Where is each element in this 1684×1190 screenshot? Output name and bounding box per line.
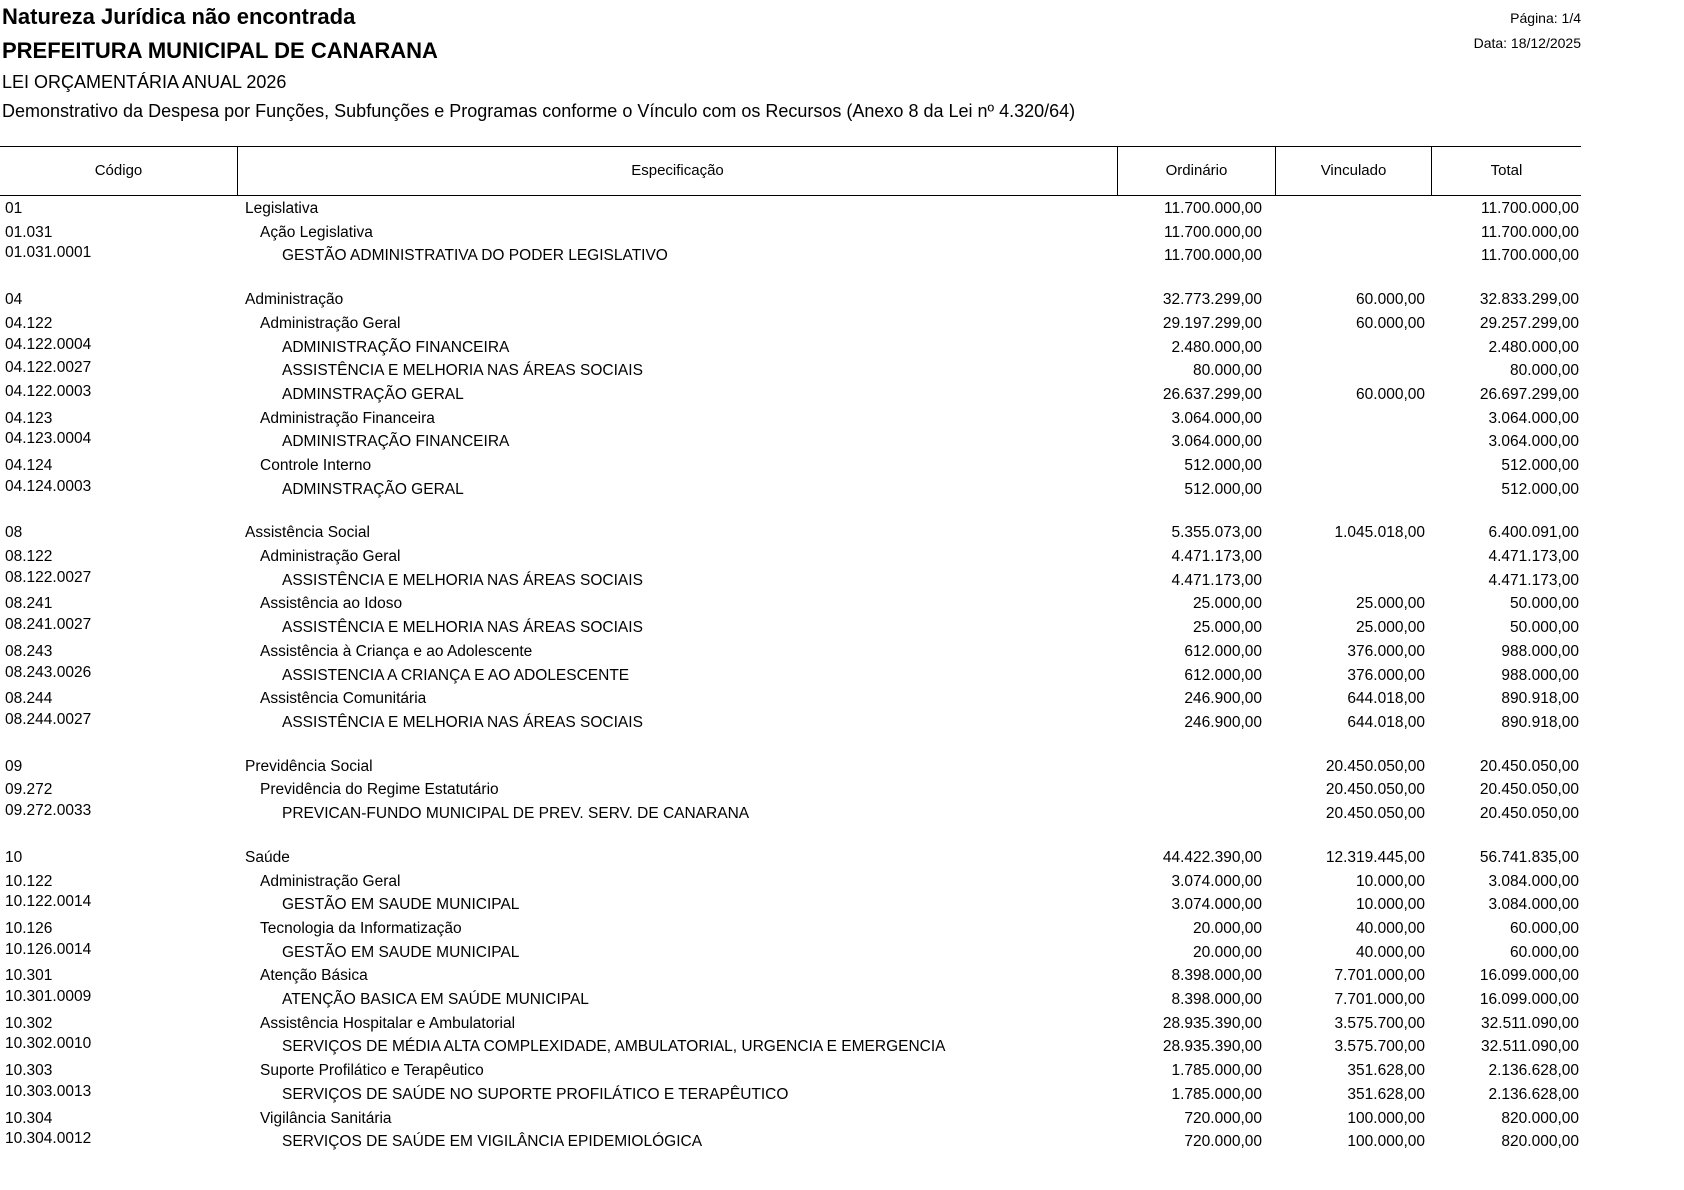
row-specification: Tecnologia da Informatização xyxy=(260,920,462,937)
row-specification: Administração Geral xyxy=(260,873,401,890)
row-specification: ADMINSTRAÇÃO GERAL xyxy=(282,481,464,498)
row-code: 04.123.0004 xyxy=(5,430,92,447)
row-total-amount: 60.000,00 xyxy=(1510,944,1579,961)
table-row xyxy=(0,964,1581,988)
row-specification: Suporte Profilático e Terapêutico xyxy=(260,1062,484,1079)
table-row xyxy=(0,288,1581,312)
row-total-amount: 60.000,00 xyxy=(1510,920,1579,937)
row-linked-amount: 1.045.018,00 xyxy=(1334,524,1425,541)
row-ordinary-amount: 1.785.000,00 xyxy=(1171,1062,1262,1079)
row-code: 10.304.0012 xyxy=(5,1130,92,1147)
row-ordinary-amount: 720.000,00 xyxy=(1184,1110,1262,1127)
row-linked-amount: 10.000,00 xyxy=(1356,896,1425,913)
row-specification: ASSISTÊNCIA E MELHORIA NAS ÁREAS SOCIAIS xyxy=(282,619,643,636)
row-code: 09.272 xyxy=(5,781,53,798)
row-ordinary-amount: 2.480.000,00 xyxy=(1171,339,1262,356)
row-code: 10.301 xyxy=(5,967,53,984)
row-linked-amount: 40.000,00 xyxy=(1356,944,1425,961)
row-total-amount: 3.064.000,00 xyxy=(1488,410,1579,427)
row-linked-amount: 12.319.445,00 xyxy=(1325,849,1425,866)
table-row xyxy=(0,1130,1581,1154)
row-total-amount: 50.000,00 xyxy=(1510,619,1579,636)
row-specification: Legislativa xyxy=(245,200,319,217)
page-info xyxy=(1474,6,1581,56)
row-total-amount: 80.000,00 xyxy=(1510,362,1579,379)
row-ordinary-amount: 512.000,00 xyxy=(1184,481,1262,498)
table-row xyxy=(0,778,1581,802)
table-row xyxy=(0,312,1581,336)
row-specification: Assistência Hospitalar e Ambulatorial xyxy=(260,1015,516,1032)
row-ordinary-amount: 4.471.173,00 xyxy=(1171,548,1262,565)
row-code: 10 xyxy=(5,849,23,866)
table-row xyxy=(0,640,1581,664)
row-total-amount: 26.697.299,00 xyxy=(1479,386,1579,403)
table-row xyxy=(0,454,1581,478)
row-ordinary-amount: 3.074.000,00 xyxy=(1171,873,1262,890)
row-linked-amount: 20.450.050,00 xyxy=(1325,781,1425,798)
table-row xyxy=(0,359,1581,383)
entity-nature-heading: Natureza Jurídica não encontrada xyxy=(2,4,356,29)
row-total-amount: 11.700.000,00 xyxy=(1481,247,1579,264)
row-specification: ASSISTÊNCIA E MELHORIA NAS ÁREAS SOCIAIS xyxy=(282,362,643,379)
table-row xyxy=(0,1083,1581,1107)
table-row xyxy=(0,846,1581,870)
table-row xyxy=(0,1107,1581,1131)
row-total-amount: 988.000,00 xyxy=(1501,667,1579,684)
row-ordinary-amount: 3.064.000,00 xyxy=(1171,433,1262,450)
row-specification: ADMINISTRAÇÃO FINANCEIRA xyxy=(282,339,510,356)
row-code: 10.303.0013 xyxy=(5,1083,92,1100)
row-ordinary-amount: 44.422.390,00 xyxy=(1162,849,1262,866)
row-ordinary-amount: 29.197.299,00 xyxy=(1162,315,1262,332)
row-code: 10.302 xyxy=(5,1015,53,1032)
table-row xyxy=(0,383,1581,407)
row-ordinary-amount: 8.398.000,00 xyxy=(1171,991,1262,1008)
row-ordinary-amount: 612.000,00 xyxy=(1184,643,1262,660)
table-row xyxy=(0,244,1581,268)
row-ordinary-amount: 720.000,00 xyxy=(1184,1133,1262,1150)
row-code: 08.243 xyxy=(5,643,53,660)
row-linked-amount: 644.018,00 xyxy=(1347,690,1425,707)
row-ordinary-amount: 25.000,00 xyxy=(1193,619,1262,636)
row-total-amount: 56.741.835,00 xyxy=(1479,849,1579,866)
table-row xyxy=(0,664,1581,688)
row-specification: SERVIÇOS DE SAÚDE NO SUPORTE PROFILÁTICO E TERAPÊUTICO xyxy=(282,1086,789,1103)
table-row xyxy=(0,917,1581,941)
row-total-amount: 11.700.000,00 xyxy=(1481,224,1579,241)
row-code: 10.301.0009 xyxy=(5,988,92,1005)
table-row xyxy=(0,1035,1581,1059)
table-row xyxy=(0,870,1581,894)
table-row xyxy=(0,197,1581,221)
row-total-amount: 890.918,00 xyxy=(1501,690,1579,707)
row-specification: ATENÇÃO BASICA EM SAÚDE MUNICIPAL xyxy=(282,991,589,1008)
row-ordinary-amount: 5.355.073,00 xyxy=(1171,524,1262,541)
row-code: 10.304 xyxy=(5,1110,53,1127)
row-code: 09 xyxy=(5,758,23,775)
row-linked-amount: 25.000,00 xyxy=(1356,619,1425,636)
row-total-amount: 4.471.173,00 xyxy=(1488,548,1579,565)
row-total-amount: 2.136.628,00 xyxy=(1488,1086,1579,1103)
row-total-amount: 29.257.299,00 xyxy=(1479,315,1579,332)
table-header xyxy=(0,146,1581,196)
row-total-amount: 3.084.000,00 xyxy=(1488,873,1579,890)
row-specification: ASSISTENCIA A CRIANÇA E AO ADOLESCENTE xyxy=(282,667,630,684)
row-total-amount: 32.833.299,00 xyxy=(1479,291,1579,308)
row-code: 10.303 xyxy=(5,1062,53,1079)
row-ordinary-amount: 80.000,00 xyxy=(1193,362,1262,379)
row-code: 10.126 xyxy=(5,920,53,937)
row-ordinary-amount: 28.935.390,00 xyxy=(1162,1038,1262,1055)
row-linked-amount: 25.000,00 xyxy=(1356,595,1425,612)
row-linked-amount: 7.701.000,00 xyxy=(1334,967,1425,984)
row-code: 10.122 xyxy=(5,873,53,890)
row-specification: Saúde xyxy=(245,849,290,866)
row-code: 08.243.0026 xyxy=(5,664,92,681)
row-specification: SERVIÇOS DE SAÚDE EM VIGILÂNCIA EPIDEMIOLÓGICA xyxy=(282,1133,703,1150)
column-header-linked: Vinculado xyxy=(1320,162,1387,179)
row-specification: GESTÃO EM SAUDE MUNICIPAL xyxy=(282,944,520,961)
table-row xyxy=(0,430,1581,454)
row-linked-amount: 100.000,00 xyxy=(1347,1110,1425,1127)
row-ordinary-amount: 246.900,00 xyxy=(1184,714,1262,731)
row-ordinary-amount: 3.074.000,00 xyxy=(1171,896,1262,913)
row-total-amount: 20.450.050,00 xyxy=(1479,805,1579,822)
row-specification: Controle Interno xyxy=(260,457,372,474)
row-total-amount: 50.000,00 xyxy=(1510,595,1579,612)
row-specification: ADMINISTRAÇÃO FINANCEIRA xyxy=(282,433,510,450)
row-code: 08.244 xyxy=(5,690,53,707)
row-linked-amount: 100.000,00 xyxy=(1347,1133,1425,1150)
row-specification: Vigilância Sanitária xyxy=(260,1110,392,1127)
row-code: 04.122.0027 xyxy=(5,359,92,376)
law-subtitle: LEI ORÇAMENTÁRIA ANUAL 2026 xyxy=(2,72,287,92)
row-ordinary-amount: 1.785.000,00 xyxy=(1171,1086,1262,1103)
row-total-amount: 820.000,00 xyxy=(1501,1133,1579,1150)
row-linked-amount: 60.000,00 xyxy=(1356,315,1425,332)
row-linked-amount: 351.628,00 xyxy=(1347,1086,1425,1103)
row-specification: Previdência do Regime Estatutário xyxy=(260,781,499,798)
row-specification: Ação Legislativa xyxy=(260,224,373,241)
row-specification: Administração Geral xyxy=(260,548,401,565)
row-ordinary-amount: 25.000,00 xyxy=(1193,595,1262,612)
row-code: 04.122 xyxy=(5,315,53,332)
row-total-amount: 16.099.000,00 xyxy=(1479,967,1579,984)
row-total-amount: 512.000,00 xyxy=(1501,481,1579,498)
table-row xyxy=(0,545,1581,569)
row-linked-amount: 644.018,00 xyxy=(1347,714,1425,731)
row-specification: ASSISTÊNCIA E MELHORIA NAS ÁREAS SOCIAIS xyxy=(282,572,643,589)
row-total-amount: 890.918,00 xyxy=(1501,714,1579,731)
row-ordinary-amount: 3.064.000,00 xyxy=(1171,410,1262,427)
row-code: 04.124 xyxy=(5,457,53,474)
row-code: 04.122.0003 xyxy=(5,383,92,400)
row-ordinary-amount: 32.773.299,00 xyxy=(1162,291,1262,308)
table-row xyxy=(0,616,1581,640)
row-specification: GESTÃO ADMINISTRATIVA DO PODER LEGISLATIVO xyxy=(282,247,668,264)
row-ordinary-amount: 8.398.000,00 xyxy=(1171,967,1262,984)
row-code: 04.124.0003 xyxy=(5,478,92,495)
row-total-amount: 988.000,00 xyxy=(1501,643,1579,660)
row-code: 08.241.0027 xyxy=(5,616,92,633)
row-code: 10.122.0014 xyxy=(5,893,92,910)
row-total-amount: 820.000,00 xyxy=(1501,1110,1579,1127)
table-row xyxy=(0,1012,1581,1036)
table-row xyxy=(0,336,1581,360)
row-code: 04.123 xyxy=(5,410,53,427)
row-linked-amount: 3.575.700,00 xyxy=(1334,1015,1425,1032)
row-ordinary-amount: 11.700.000,00 xyxy=(1164,247,1262,264)
column-header-ordinary: Ordinário xyxy=(1165,162,1228,179)
row-total-amount: 32.511.090,00 xyxy=(1481,1038,1579,1055)
row-specification: Assistência à Criança e ao Adolescente xyxy=(260,643,533,660)
row-linked-amount: 20.450.050,00 xyxy=(1325,758,1425,775)
row-linked-amount: 376.000,00 xyxy=(1347,667,1425,684)
table-row xyxy=(0,711,1581,735)
row-total-amount: 3.084.000,00 xyxy=(1488,896,1579,913)
row-code: 01.031 xyxy=(5,224,53,241)
column-header-specification: Especificação xyxy=(631,162,724,179)
column-header-code: Código xyxy=(94,162,143,179)
row-total-amount: 6.400.091,00 xyxy=(1488,524,1579,541)
row-code: 09.272.0033 xyxy=(5,802,92,819)
row-specification: Atenção Básica xyxy=(260,967,368,984)
table-row xyxy=(0,592,1581,616)
table-row xyxy=(0,221,1581,245)
row-code: 04.122.0004 xyxy=(5,336,92,353)
row-ordinary-amount: 20.000,00 xyxy=(1193,920,1262,937)
report-date: Data: 18/12/2025 xyxy=(1473,35,1581,51)
row-ordinary-amount: 246.900,00 xyxy=(1184,690,1262,707)
report-description: Demonstrativo da Despesa por Funções, Subfunções e Programas conforme o Vínculo com os Recursos (Anexo 8 da Lei nº 4.320/64) xyxy=(2,101,1076,121)
row-ordinary-amount: 28.935.390,00 xyxy=(1162,1015,1262,1032)
row-linked-amount: 376.000,00 xyxy=(1347,643,1425,660)
row-specification: SERVIÇOS DE MÉDIA ALTA COMPLEXIDADE, AMBULATORIAL, URGENCIA E EMERGENCIA xyxy=(282,1038,946,1055)
table-row xyxy=(0,1059,1581,1083)
column-header-total: Total xyxy=(1490,162,1523,179)
row-linked-amount: 3.575.700,00 xyxy=(1334,1038,1425,1055)
table-row xyxy=(0,802,1581,826)
row-specification: Previdência Social xyxy=(245,758,373,775)
row-code: 10.302.0010 xyxy=(5,1035,92,1052)
row-code: 08 xyxy=(5,524,23,541)
row-linked-amount: 60.000,00 xyxy=(1356,386,1425,403)
table-row xyxy=(0,755,1581,779)
row-specification: PREVICAN-FUNDO MUNICIPAL DE PREV. SERV. DE CANARANA xyxy=(282,805,750,822)
row-total-amount: 20.450.050,00 xyxy=(1479,758,1579,775)
row-total-amount: 3.064.000,00 xyxy=(1488,433,1579,450)
row-total-amount: 2.480.000,00 xyxy=(1488,339,1579,356)
row-specification: Assistência Social xyxy=(245,524,370,541)
table-row xyxy=(0,687,1581,711)
row-total-amount: 20.450.050,00 xyxy=(1479,781,1579,798)
table-row xyxy=(0,988,1581,1012)
row-code: 01 xyxy=(5,200,23,217)
row-ordinary-amount: 26.637.299,00 xyxy=(1162,386,1262,403)
row-linked-amount: 10.000,00 xyxy=(1356,873,1425,890)
row-specification: Administração Geral xyxy=(260,315,401,332)
row-specification: Administração xyxy=(245,291,344,308)
row-ordinary-amount: 512.000,00 xyxy=(1184,457,1262,474)
table-row xyxy=(0,569,1581,593)
row-total-amount: 2.136.628,00 xyxy=(1488,1062,1579,1079)
row-specification: ASSISTÊNCIA E MELHORIA NAS ÁREAS SOCIAIS xyxy=(282,714,643,731)
row-linked-amount: 60.000,00 xyxy=(1356,291,1425,308)
row-total-amount: 512.000,00 xyxy=(1501,457,1579,474)
row-linked-amount: 351.628,00 xyxy=(1347,1062,1425,1079)
row-code: 04 xyxy=(5,291,23,308)
row-specification: ADMINSTRAÇÃO GERAL xyxy=(282,386,464,403)
row-ordinary-amount: 4.471.173,00 xyxy=(1171,572,1262,589)
row-ordinary-amount: 11.700.000,00 xyxy=(1164,224,1262,241)
row-linked-amount: 40.000,00 xyxy=(1356,920,1425,937)
row-ordinary-amount: 20.000,00 xyxy=(1193,944,1262,961)
row-code: 08.241 xyxy=(5,595,53,612)
table-row xyxy=(0,478,1581,502)
row-code: 08.122.0027 xyxy=(5,569,92,586)
row-linked-amount: 20.450.050,00 xyxy=(1325,805,1425,822)
row-total-amount: 11.700.000,00 xyxy=(1481,200,1579,217)
row-code: 10.126.0014 xyxy=(5,941,92,958)
row-code: 08.244.0027 xyxy=(5,711,92,728)
row-ordinary-amount: 11.700.000,00 xyxy=(1164,200,1262,217)
page-number: Página: 1/4 xyxy=(1510,10,1581,26)
row-specification: Assistência ao Idoso xyxy=(260,595,403,612)
row-total-amount: 16.099.000,00 xyxy=(1479,991,1579,1008)
table-row xyxy=(0,893,1581,917)
table-row xyxy=(0,407,1581,431)
row-ordinary-amount: 612.000,00 xyxy=(1184,667,1262,684)
row-total-amount: 4.471.173,00 xyxy=(1488,572,1579,589)
row-specification: Assistência Comunitária xyxy=(260,690,427,707)
row-code: 08.122 xyxy=(5,548,53,565)
row-specification: Administração Financeira xyxy=(260,410,435,427)
row-linked-amount: 7.701.000,00 xyxy=(1334,991,1425,1008)
row-code: 01.031.0001 xyxy=(5,244,92,261)
row-total-amount: 32.511.090,00 xyxy=(1481,1015,1579,1032)
table-row xyxy=(0,521,1581,545)
table-row xyxy=(0,941,1581,965)
row-specification: GESTÃO EM SAUDE MUNICIPAL xyxy=(282,896,520,913)
municipality-title: PREFEITURA MUNICIPAL DE CANARANA xyxy=(2,38,438,63)
